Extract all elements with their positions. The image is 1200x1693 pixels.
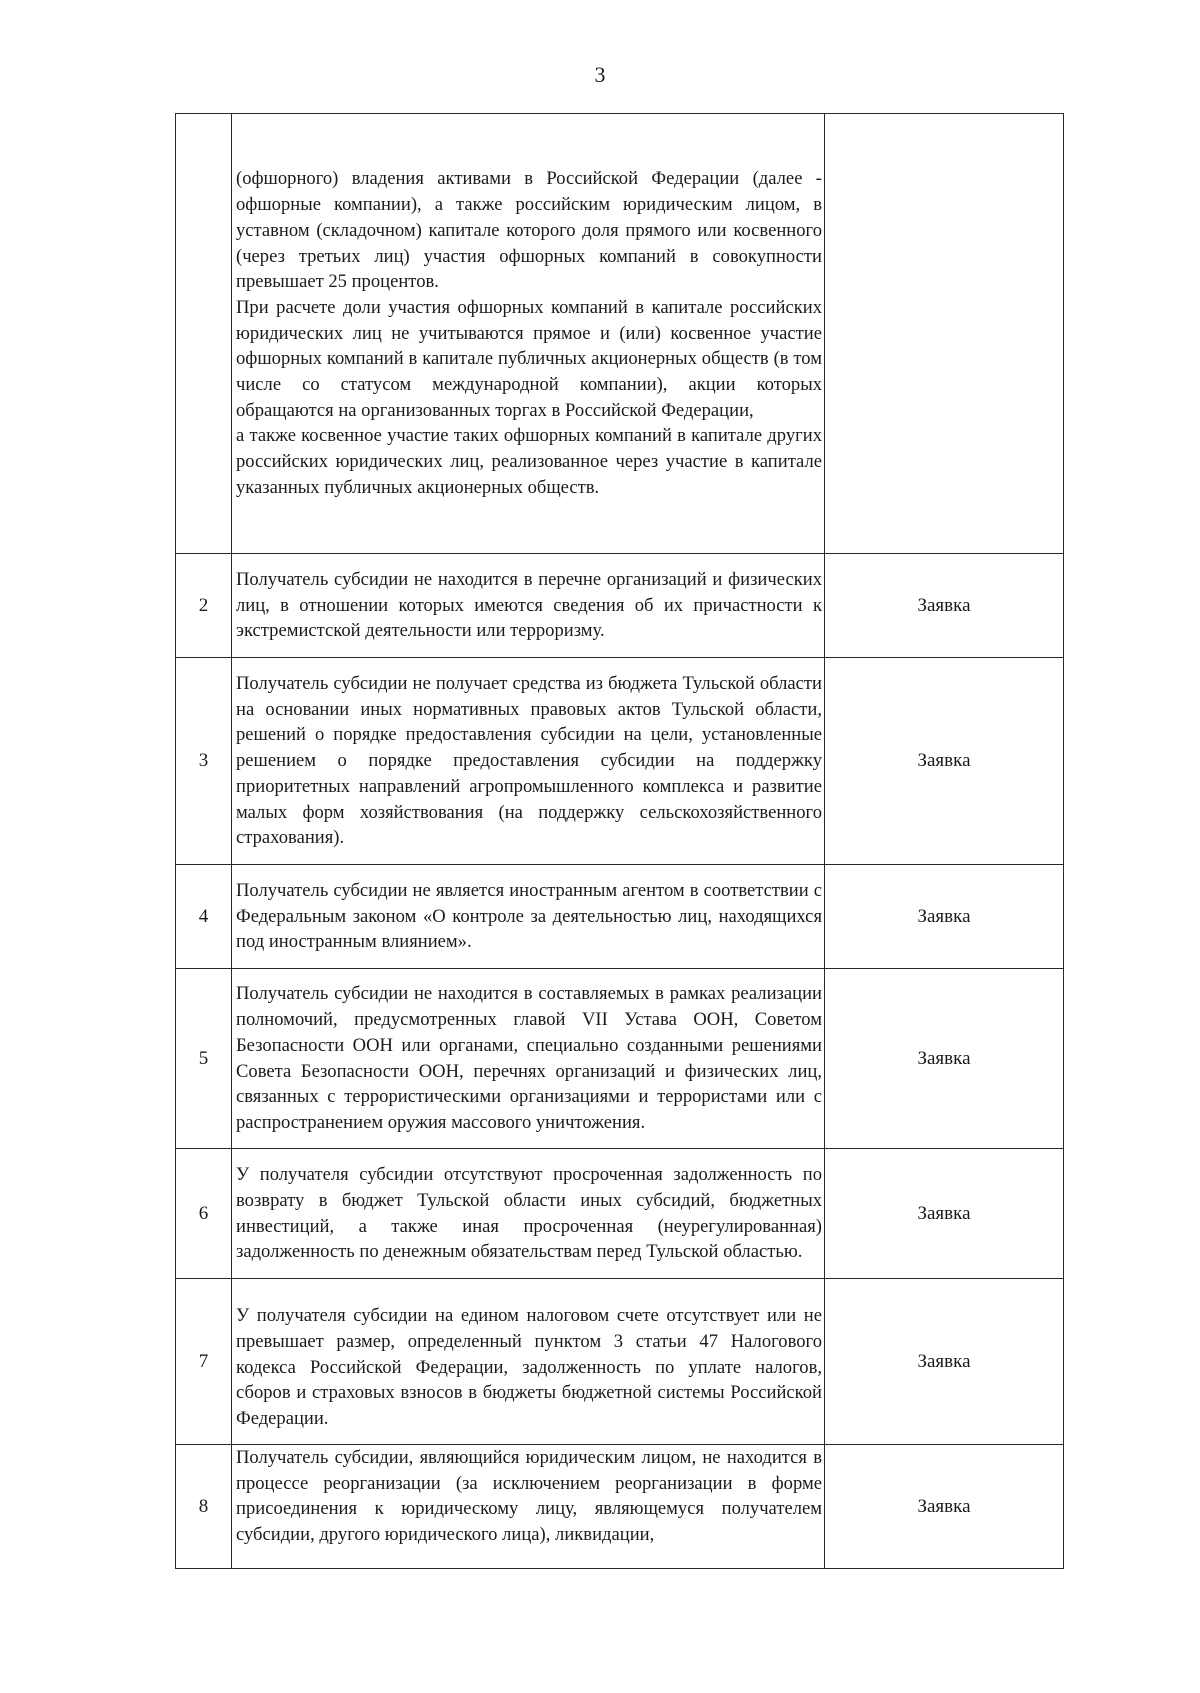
table-row [176, 1445, 1064, 1569]
document-cell: Заявка [825, 1149, 1064, 1279]
table-row [176, 969, 1064, 1149]
requirement-paragraph: Получатель субсидии не является иностранным агентом в соответствии с Федеральным законом «О контроле за деятельностью лиц, находящихся под иностранным влиянием». [236, 879, 822, 953]
requirement-paragraph: Получатель субсидии не находится в перечне организаций и физических лиц, в отношении которых имеются сведения об их причастности к экстремистской деятельности или терроризму. [236, 568, 822, 642]
table-row [176, 1149, 1064, 1279]
row-number [176, 114, 232, 554]
requirement-text [232, 1445, 825, 1569]
requirement-paragraph: Получатель субсидии, являющийся юридическим лицом, не находится в процессе реорганизации (за исключением реорганизации в форме присоединения к юридическому лицу, являющемуся получателем субсидии, другого юридического лица), ликвидации, [236, 1447, 822, 1546]
requirement-paragraph: Получатель субсидии не находится в составляемых в рамках реализации полномочий, предусмотренных главой VII Устава ООН, Советом Безопасности ООН или органами, специально созданными решениями Совета Безопасности ООН, перечнях организаций и физических лиц, связанных с террористическими организациями и террористами или с распространением оружия массового уничтожения. [236, 983, 822, 1133]
row-number: 2 [176, 554, 232, 658]
requirement-paragraph: Получатель субсидии не получает средства из бюджета Тульской области на основании иных нормативных правовых актов Тульской области, решений о порядке предоставления субсидии на цели, установленные решением о порядке предоставления субсидии на поддержку приоритетных направлений агропромышленного комплекса и развитие малых форм хозяйствования (на поддержку сельскохозяйственного страхования). [236, 673, 822, 849]
row-number: 3 [176, 658, 232, 865]
table-row [176, 114, 1064, 554]
document-cell: Заявка [825, 658, 1064, 865]
requirement-paragraph: У получателя субсидии отсутствуют просроченная задолженность по возврату в бюджет Тульской области иных субсидий, бюджетных инвестиций, а также иная просроченная (неурегулированная) задолженность по денежным обязательствам перед Тульской областью. [236, 1164, 822, 1263]
table-row [176, 865, 1064, 969]
requirement-paragraph: При расчете доли участия офшорных компаний в капитале российских юридических лиц не учитываются прямое и (или) косвенное участие офшорных компаний в капитале публичных акционерных обществ (в том числе со статусом международной компании), акции которых обращаются на организованных торгах в Российской Федерации, [236, 296, 822, 421]
document-cell: Заявка [825, 1445, 1064, 1569]
requirement-paragraph: а также косвенное участие таких офшорных компаний в капитале других российских юридических лиц, реализованное через участие в капитале указанных публичных акционерных обществ. [236, 425, 822, 498]
document-cell: Заявка [825, 1279, 1064, 1445]
requirement-text [232, 114, 825, 554]
row-number: 6 [176, 1149, 232, 1279]
row-number: 8 [176, 1445, 232, 1569]
document-cell: Заявка [825, 969, 1064, 1149]
requirement-text [232, 969, 825, 1149]
table-row [176, 658, 1064, 865]
requirement-text [232, 865, 825, 969]
requirements-table [175, 113, 1064, 1569]
table-row [176, 554, 1064, 658]
requirement-text [232, 1149, 825, 1279]
row-number: 5 [176, 969, 232, 1149]
document-cell: Заявка [825, 554, 1064, 658]
requirement-paragraph: У получателя субсидии на едином налоговом счете отсутствует или не превышает размер, определенный пунктом 3 статьи 47 Налогового кодекса Российской Федерации, задолженность по уплате налогов, сборов и страховых взносов в бюджеты бюджетной системы Российской Федерации. [236, 1305, 822, 1430]
requirement-text [232, 554, 825, 658]
requirement-text [232, 658, 825, 865]
document-cell: Заявка [825, 865, 1064, 969]
document-cell [825, 114, 1064, 554]
row-number: 7 [176, 1279, 232, 1445]
page-number: 3 [594, 62, 606, 87]
requirement-paragraph: (офшорного) владения активами в Российской Федерации (далее - офшорные компании), а также российским юридическим лицом, в уставном (складочном) капитале которого доля прямого или косвенного (через третьих лиц) участия офшорных компаний в совокупности превышает 25 процентов. [236, 168, 822, 293]
table-row [176, 1279, 1064, 1445]
row-number: 4 [176, 865, 232, 969]
requirement-text [232, 1279, 825, 1445]
